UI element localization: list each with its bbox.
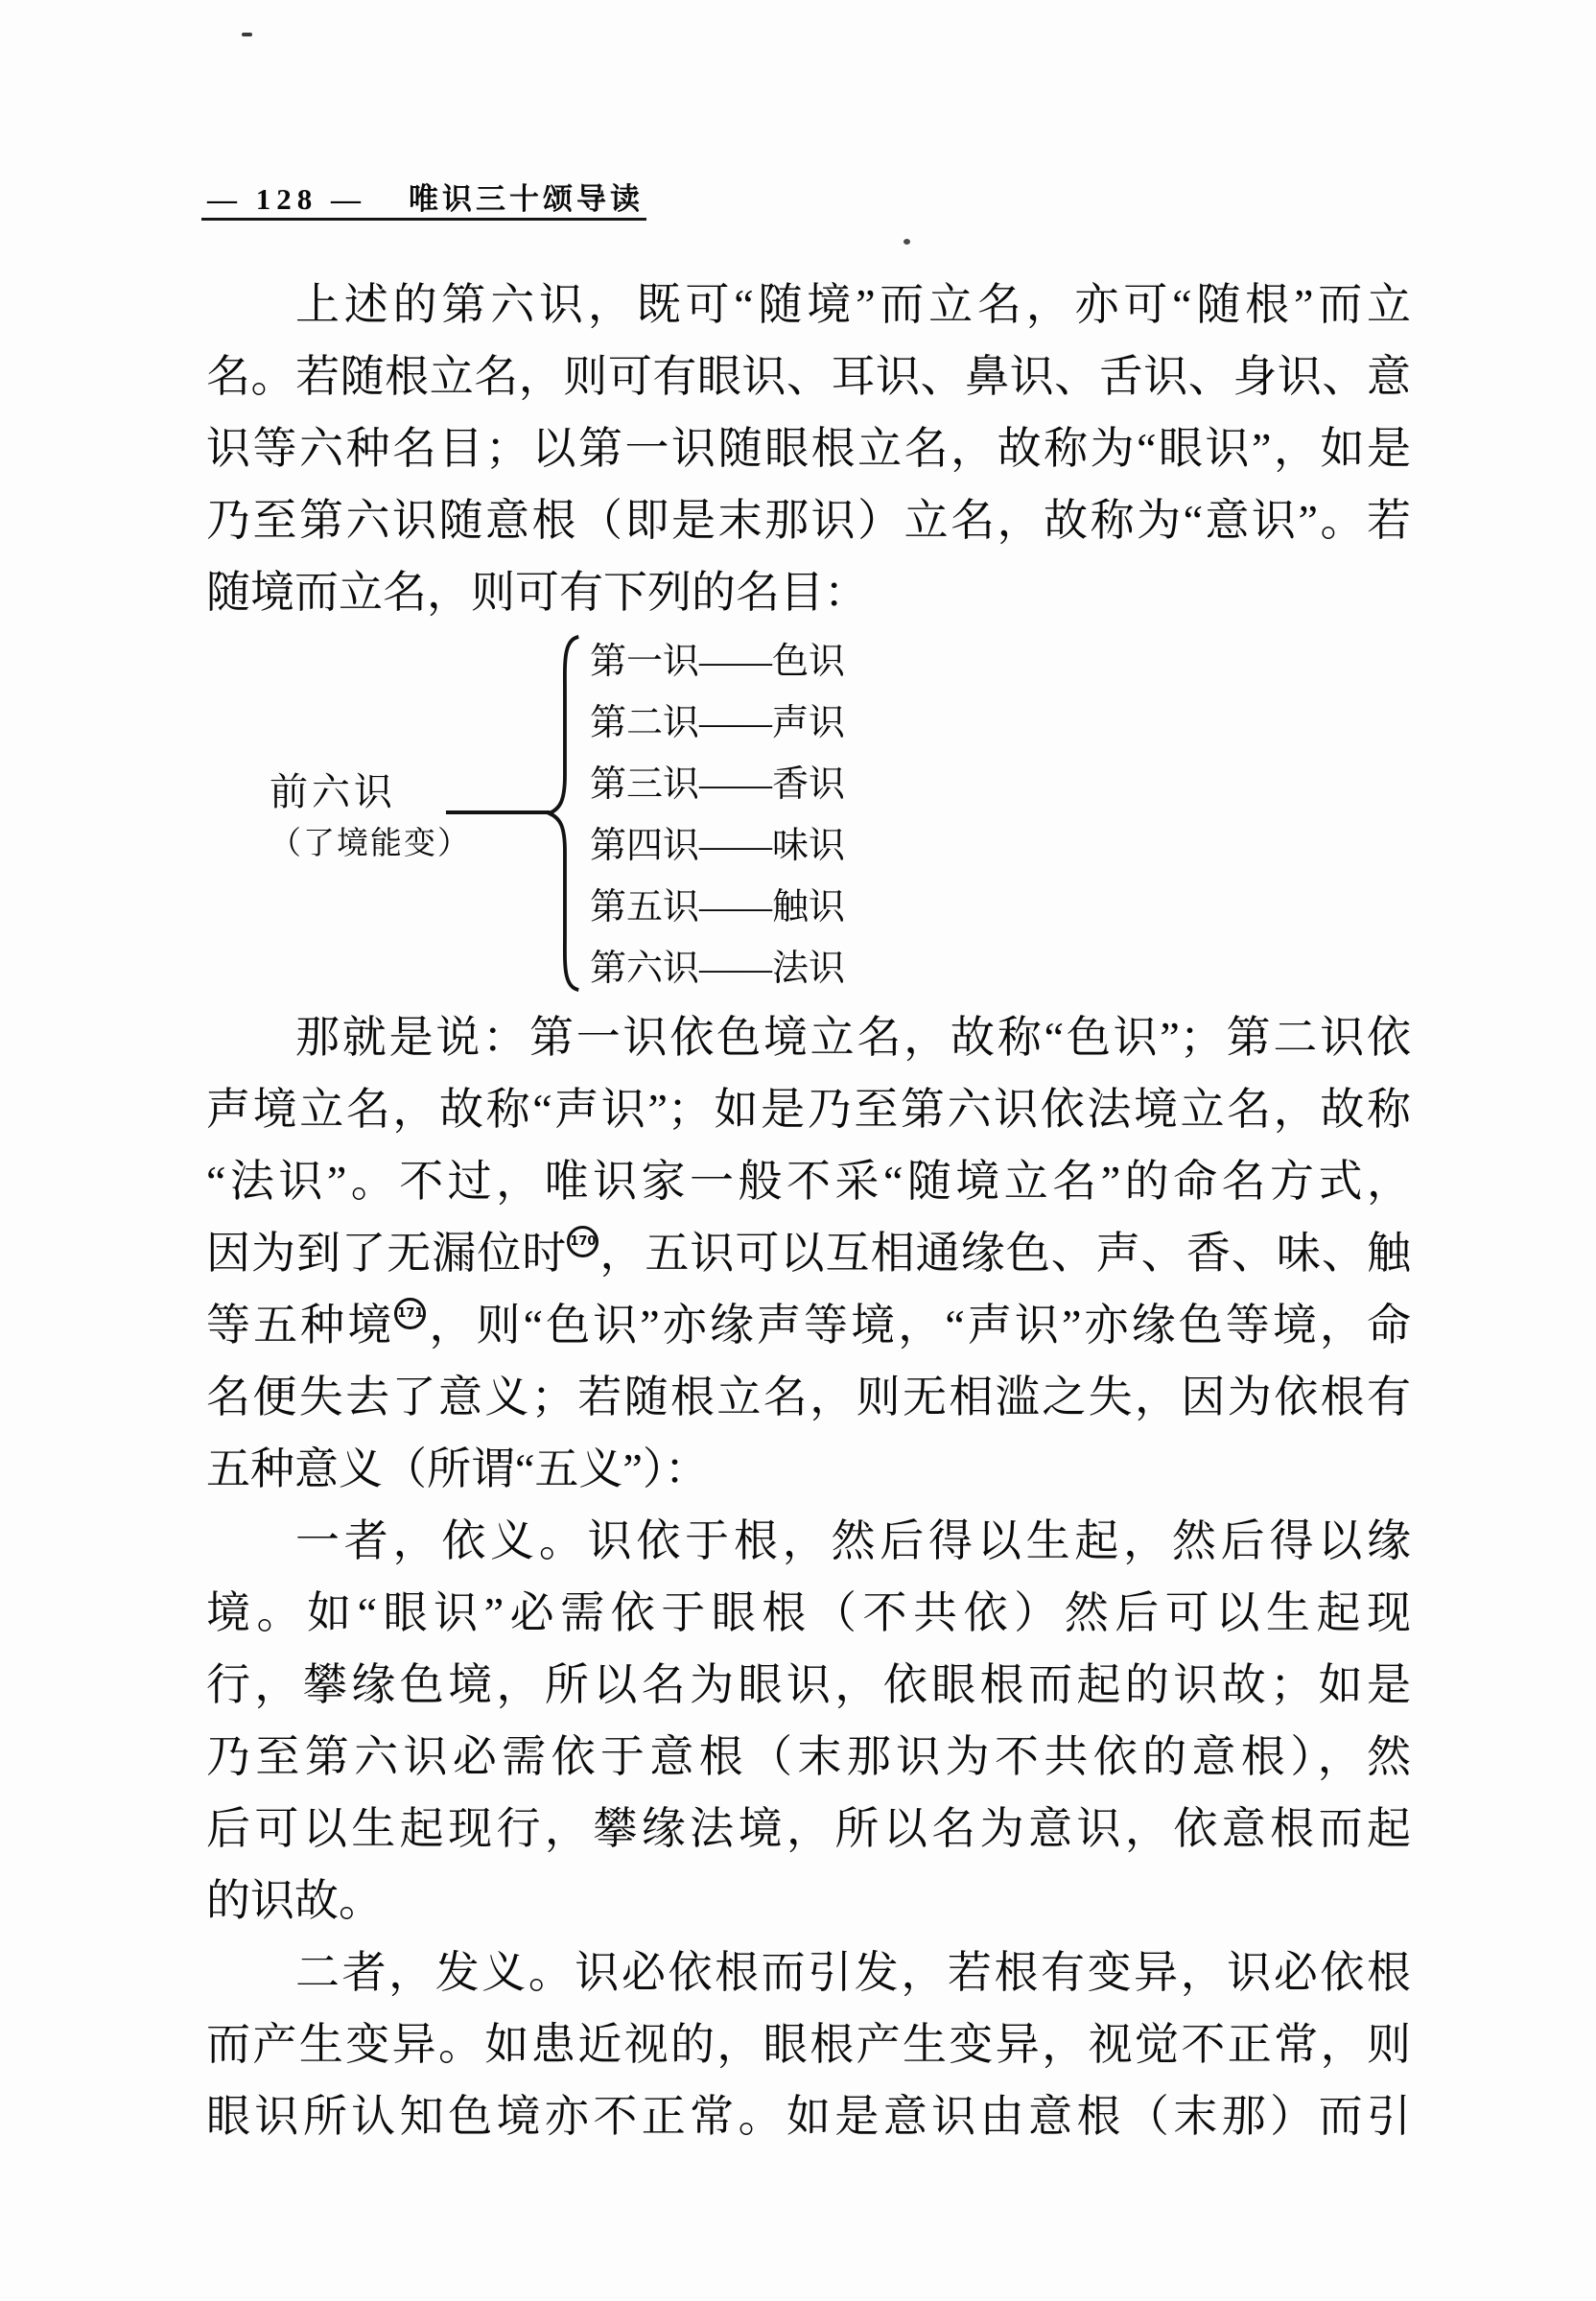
footnote-marker-170: 170	[567, 1226, 598, 1257]
text-segment: 因为到了无漏位时	[206, 1229, 568, 1278]
text-line: 的识故。	[206, 1876, 383, 1925]
text-line: 那就是说：第一识依色境立名，故称“色识”；第二识依	[295, 1013, 1411, 1062]
text-line	[206, 1289, 1411, 1361]
text-line: 乃至第六识随意根（即是末那识）立名，故称为“意识”。若	[206, 496, 1411, 545]
diagram-label-secondary: （了境能变）	[270, 827, 471, 861]
footnote-marker-171: 171	[394, 1298, 426, 1329]
text-line: 乃至第六识必需依于意根（末那识为不共依的意根），然	[206, 1732, 1411, 1781]
header-rule	[201, 218, 646, 221]
running-header	[207, 175, 644, 218]
text-line: 后可以生起现行，攀缘法境，所以名为意识，依意根而起	[206, 1804, 1411, 1853]
text-line: 而产生变异。如患近视的，眼根产生变异，视觉不正常，则	[206, 2020, 1411, 2069]
scan-speck	[242, 33, 252, 36]
text-line: 二者，发义。识必依根而引发，若根有变异，识必依根	[295, 1948, 1411, 1997]
diagram-item: 第六识——法识	[590, 949, 846, 989]
text-line: 一者，依义。识依于根，然后得以生起，然后得以缘	[295, 1516, 1411, 1565]
diagram-item: 第四识——味识	[590, 826, 846, 866]
diagram-item-list	[590, 631, 845, 999]
diagram-connector-line	[446, 810, 550, 814]
text-line: 境。如“眼识”必需依于眼根（不共依）然后可以生起现	[206, 1588, 1411, 1637]
diagram-label: 前六识	[270, 770, 396, 813]
text-line: 声境立名，故称“声识”；如是乃至第六识依法境立名，故称	[206, 1085, 1411, 1134]
paragraph-1	[206, 269, 1411, 628]
diagram-item: 第三识——香识	[590, 764, 846, 805]
curly-brace-icon	[544, 633, 584, 994]
paragraph-4	[206, 1937, 1411, 2152]
text-segment: 等五种境	[206, 1301, 395, 1350]
text-line: 名便失去了意义；若随根立名，则无相滥之失，因为依根有	[206, 1373, 1411, 1421]
diagram-item: 第五识——触识	[590, 887, 846, 927]
diagram-item: 第二识——声识	[590, 703, 846, 743]
text-line	[206, 1217, 1411, 1289]
scan-speck	[904, 239, 910, 245]
text-segment: ，五识可以互相通缘色、声、香、味、触	[598, 1229, 1412, 1278]
text-line: 五种意义（所谓“五义”）：	[206, 1444, 709, 1493]
text-line: “法识”。不过，唯识家一般不采“随境立名”的命名方式，	[206, 1157, 1411, 1206]
diagram-label-block	[270, 765, 471, 869]
text-line: 上述的第六识，既可“随境”而立名，亦可“随根”而立	[295, 280, 1411, 329]
text-line: 眼识所认知色境亦不正常。如是意识由意根（末那）而引	[206, 2092, 1411, 2141]
text-line: 随境而立名，则可有下列的名目：	[206, 568, 868, 617]
diagram-item: 第一识——色识	[590, 642, 846, 682]
paragraph-2	[206, 1001, 1411, 1505]
book-title: 唯识三十颂导读	[409, 182, 644, 216]
paragraph-3	[206, 1505, 1411, 1937]
text-line: 行，攀缘色境，所以名为眼识，依眼根而起的识故；如是	[206, 1660, 1411, 1709]
consciousness-diagram	[206, 629, 1411, 1001]
text-line: 识等六种名目；以第一识随眼根立名，故称为“眼识”，如是	[206, 424, 1411, 473]
text-segment: ，则“色识”亦缘声等境，“声识”亦缘色等境，命	[426, 1301, 1412, 1350]
page-number: — 128 —	[207, 182, 366, 216]
text-line: 名。若随根立名，则可有眼识、耳识、鼻识、舌识、身识、意	[206, 352, 1411, 401]
